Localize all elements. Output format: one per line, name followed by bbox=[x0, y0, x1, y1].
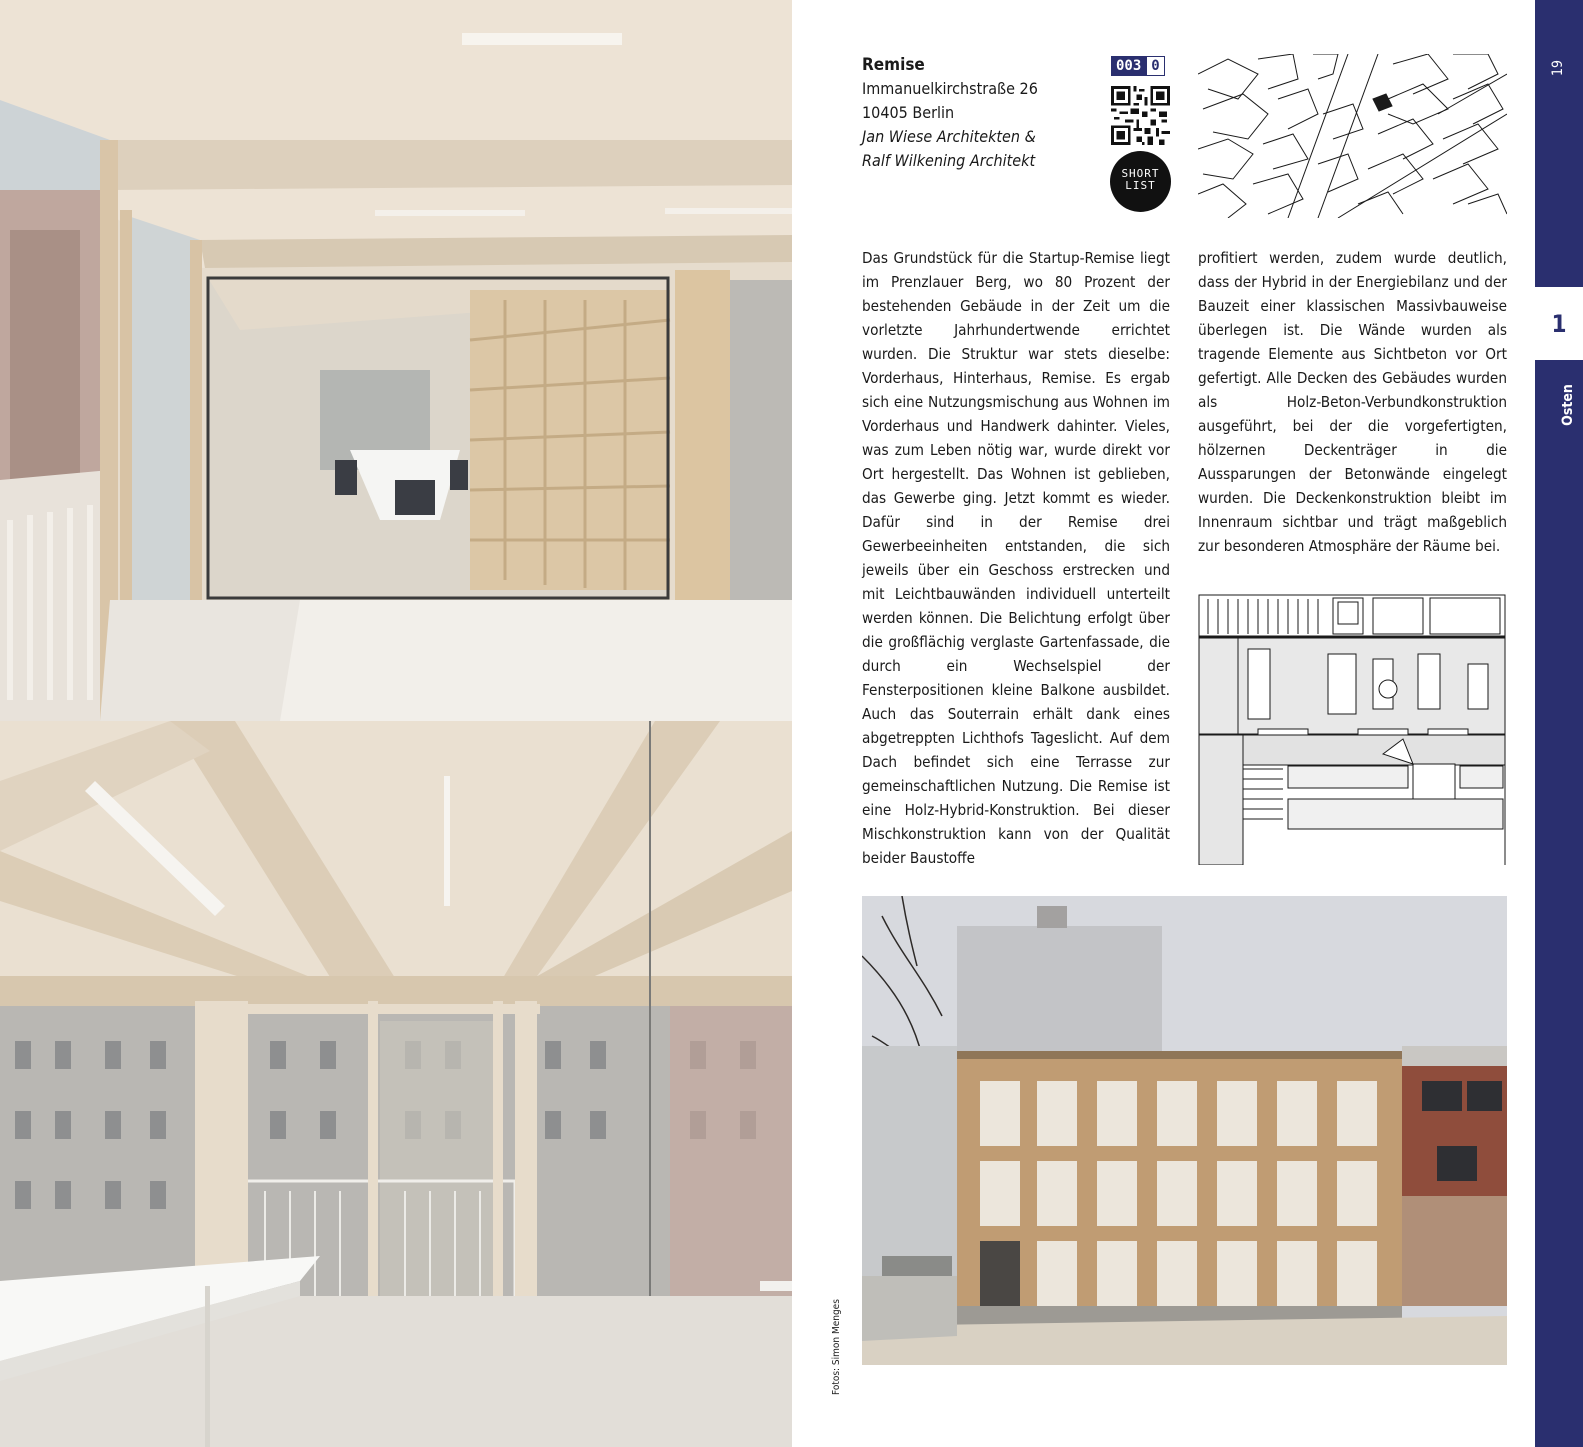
sidebar-bottom-bar bbox=[1535, 360, 1583, 1447]
page-number: 19 bbox=[1550, 59, 1566, 77]
floor-plan-drawing bbox=[1198, 594, 1507, 865]
qr-code-icon[interactable] bbox=[1111, 86, 1170, 145]
body-text-column-left: Das Grundstück für die Startup-Remise liegt im Prenzlauer Berg, wo 80 Prozent der bestehenden Gebäude in der Zeit um die vorletzte Jahrhundertwende errichtet wurden. Die Struktur war stets dieselbe: Vorderhaus, Hinterhaus, Remise. Es ergab sich eine Nutzungsmischung aus Wohnen im Vorderhaus und Handwerk dahinter. Vieles, was zum Leben nötig war, wurde direkt vor Ort hergestellt. Das Wohnen ist geblieben, das Gewerbe ging. Jetzt kommt es wieder. Dafür sind in der Remise drei Gewerbeeinheiten entstanden, die sich jeweils über ein Geschoss erstrecken und mit Leichtbauwänden individuell unterteilt werden können. Die Belichtung erfolgt über die großflächig verglaste Gartenfassade, die durch ein Wechselspiel der Fensterpositionen kleine Balkone ausbildet. Auch das Souterrain erhält dank eines abgetreppten Lichthofs Tageslicht. Auf dem Dach befindet sich eine Terrasse zur gemeinschaftlichen Nutzung. Die Remise ist eine Holz-Hybrid-Konstruktion. Bei dieser Mischkonstruktion kann von der Qualität beider Baustoffe bbox=[862, 249, 1170, 867]
chapter-number[interactable]: 1 bbox=[1551, 310, 1567, 338]
chapter-name[interactable]: Osten bbox=[1560, 384, 1576, 426]
site-plan-map bbox=[1198, 54, 1507, 218]
entry-street: Immanuelkirchstraße 26 bbox=[862, 79, 1038, 98]
entry-header bbox=[862, 54, 1102, 173]
entry-code-suffix: 0 bbox=[1146, 56, 1164, 76]
interior-photo-office-floor bbox=[0, 721, 792, 1447]
entry-code-number: 003 bbox=[1111, 56, 1146, 76]
interior-photo-conference-room bbox=[0, 0, 792, 721]
body-text-column-right: profitiert werden, zudem wurde deutlich, dass der Hybrid in der Energiebilanz und der Bauzeit einer klassischen Massivbauweise überlegen ist. Die Wände wurden als tragende Elemente aus Sichtbeton vor Ort gefertigt. Alle Decken des Gebäudes wurden als Holz-Beton-Verbundkonstruktion ausgeführt, bei der die vorgefertigten, hölzernen Deckenträger in die Aussparungen der Betonwände eingelegt wurden. Die Deckenkonstruktion bleibt im Innenraum sichtbar und trägt maßgeblich zur besonderen Atmosphäre der Räume bei. bbox=[1198, 249, 1507, 555]
shortlist-badge-icon bbox=[1110, 151, 1171, 212]
photo-credit-text: Fotos: Simon Menges bbox=[831, 1299, 842, 1395]
entry-architect-line1: Jan Wiese Architekten & bbox=[862, 127, 1036, 146]
shortlist-text-bottom: LIST bbox=[1125, 179, 1156, 192]
facade-photo-remise bbox=[862, 896, 1507, 1365]
sidebar-top-bar bbox=[1535, 0, 1583, 287]
chapter-sidebar bbox=[1535, 0, 1583, 1447]
entry-title: Remise bbox=[862, 55, 925, 75]
entry-code-badge bbox=[1111, 56, 1165, 76]
shortlist-text-top: SHORT bbox=[1121, 167, 1160, 180]
entry-architect-line2: Ralf Wilkening Architekt bbox=[862, 151, 1036, 170]
entry-city: 10405 Berlin bbox=[862, 103, 955, 122]
